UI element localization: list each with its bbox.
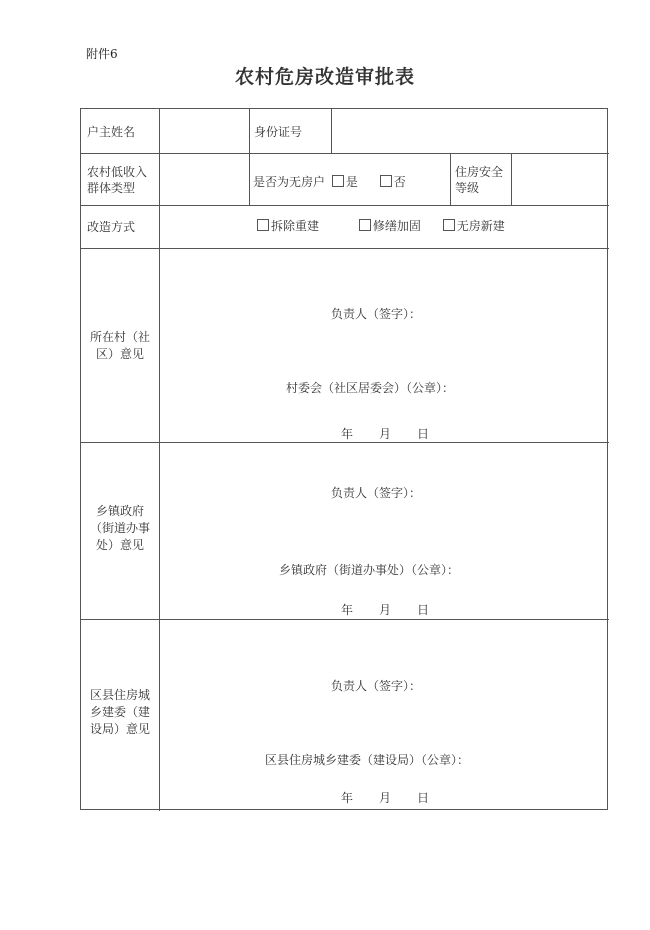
renovation-method-label: 改造方式: [87, 220, 136, 234]
row-divider: [81, 205, 609, 206]
yes-option-label: 是: [345, 175, 358, 189]
township-month: 月: [379, 603, 392, 617]
township-opinion-label: [83, 503, 157, 554]
housing-safety-label-line1: 住房安全: [455, 165, 504, 179]
township-label-line1: 乡镇政府: [95, 504, 144, 518]
row-divider: [81, 442, 609, 443]
county-signer-line: 负责人（签字）：: [331, 679, 422, 693]
township-label-line2: （街道办事: [89, 521, 150, 535]
row-divider: [81, 248, 609, 249]
county-day: 日: [417, 791, 430, 805]
township-day: 日: [417, 603, 430, 617]
new-build-label: 无房新建: [456, 219, 505, 233]
yes-checkbox[interactable]: [332, 175, 344, 187]
no-house-label: 是否为无房户: [253, 175, 326, 189]
township-label-line3: 处）意见: [95, 538, 144, 552]
county-seal-line: 区县住房城乡建委（建设局）（公章）：: [265, 753, 470, 767]
col-divider: [249, 109, 250, 205]
village-day: 日: [417, 427, 430, 441]
repair-reinforce-option[interactable]: [359, 217, 421, 234]
low-income-group-label: [87, 164, 147, 196]
village-seal-line: 村委会（社区居委会）（公章）：: [286, 381, 455, 395]
row-divider: [81, 153, 609, 154]
yes-option[interactable]: [332, 173, 358, 190]
county-date-line: [341, 789, 429, 806]
repair-reinforce-checkbox[interactable]: [359, 219, 371, 231]
county-label-line2: 乡建委（建: [89, 705, 150, 719]
village-label-line1: 所在村（社: [89, 330, 150, 344]
demolish-rebuild-option[interactable]: [257, 217, 319, 234]
housing-safety-label-line2: 等级: [455, 181, 480, 195]
village-signer-line: 负责人（签字）：: [331, 307, 422, 321]
village-opinion-label: [83, 329, 157, 363]
low-income-group-label-line2: 群体类型: [87, 181, 136, 195]
village-date-line: [341, 425, 429, 442]
county-month: 月: [379, 791, 392, 805]
township-year: 年: [341, 603, 354, 617]
owner-name-field[interactable]: [163, 113, 245, 149]
new-build-checkbox[interactable]: [443, 219, 455, 231]
village-year: 年: [341, 427, 354, 441]
township-signer-line: 负责人（签字）：: [331, 486, 422, 500]
county-year: 年: [341, 791, 354, 805]
col-divider: [511, 153, 512, 205]
no-house-question: [253, 173, 406, 190]
township-seal-line: 乡镇政府（街道办事处）（公章）：: [279, 563, 460, 577]
low-income-group-label-line1: 农村低收入: [87, 165, 148, 179]
demolish-rebuild-label: 拆除重建: [271, 219, 320, 233]
no-option[interactable]: [380, 173, 406, 190]
col-divider: [331, 109, 332, 153]
owner-name-label: 户主姓名: [87, 125, 136, 139]
county-label-line3: 设局）意见: [89, 722, 150, 736]
county-label-line1: 区县住房城: [89, 688, 150, 702]
village-month: 月: [379, 427, 392, 441]
row-divider: [81, 619, 609, 620]
demolish-rebuild-checkbox[interactable]: [257, 219, 269, 231]
village-label-line2: 区）意见: [95, 347, 144, 361]
repair-reinforce-label: 修缮加固: [372, 219, 421, 233]
attachment-number: 附件6: [86, 47, 118, 61]
renovation-method-options: [257, 217, 505, 234]
approval-form-table: [80, 108, 608, 810]
col-divider: [159, 109, 160, 811]
no-checkbox[interactable]: [380, 175, 392, 187]
form-title: 农村危房改造审批表: [234, 66, 415, 88]
col-divider: [450, 153, 451, 205]
id-number-field[interactable]: [335, 113, 603, 149]
new-build-option[interactable]: [443, 217, 505, 234]
township-date-line: [341, 601, 429, 618]
id-number-label: 身份证号: [254, 125, 303, 139]
housing-safety-level-label: [455, 164, 503, 196]
no-option-label: 否: [393, 175, 406, 189]
county-opinion-label: [83, 687, 157, 738]
